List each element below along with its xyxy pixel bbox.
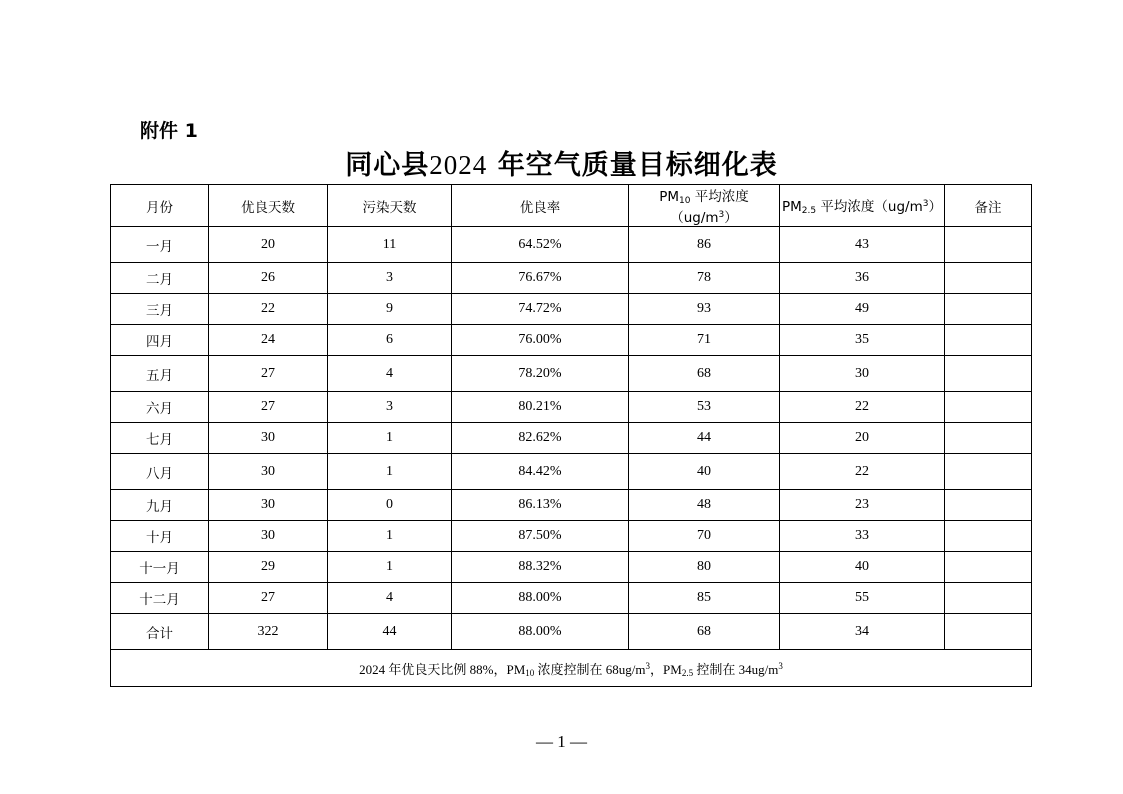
cell-month: 十月	[111, 521, 209, 552]
cell-pm25: 23	[780, 490, 945, 521]
cell-month: 六月	[111, 392, 209, 423]
header-polluted-days: 污染天数	[328, 185, 452, 227]
title-suffix: 年空气质量目标细化表	[487, 150, 778, 181]
cell-total-polluted-days: 44	[328, 614, 452, 650]
pm10-unit-suffix: ）	[724, 210, 738, 226]
cell-total-good-days: 322	[209, 614, 328, 650]
cell-remarks	[945, 583, 1032, 614]
cell-good-rate: 82.62%	[452, 423, 629, 454]
page-title	[0, 143, 1123, 182]
cell-polluted-days: 4	[328, 356, 452, 392]
table-row	[111, 356, 1032, 392]
cell-polluted-days: 1	[328, 521, 452, 552]
cell-pm10: 93	[629, 294, 780, 325]
title-prefix: 同心县	[345, 150, 430, 181]
cell-month: 一月	[111, 227, 209, 263]
cell-pm10: 53	[629, 392, 780, 423]
cell-total-good-rate: 88.00%	[452, 614, 629, 650]
cell-pm10: 68	[629, 356, 780, 392]
note-part3: ，PM	[650, 661, 682, 677]
air-quality-table	[110, 184, 1032, 687]
cell-good-rate: 88.32%	[452, 552, 629, 583]
cell-pm10: 71	[629, 325, 780, 356]
cell-good-days: 26	[209, 263, 328, 294]
cell-pm10: 48	[629, 490, 780, 521]
cell-good-days: 30	[209, 423, 328, 454]
cell-polluted-days: 9	[328, 294, 452, 325]
cell-pm10: 78	[629, 263, 780, 294]
table-note	[111, 650, 1032, 687]
header-pm25	[780, 185, 945, 227]
table-row	[111, 454, 1032, 490]
table-row	[111, 490, 1032, 521]
cell-pm25: 36	[780, 263, 945, 294]
cell-polluted-days: 0	[328, 490, 452, 521]
cell-good-rate: 76.67%	[452, 263, 629, 294]
pm25-prefix: PM	[782, 199, 802, 215]
table-row	[111, 583, 1032, 614]
pm25-end: ）	[928, 199, 942, 215]
note-sup2: 3	[778, 660, 783, 671]
cell-polluted-days: 1	[328, 423, 452, 454]
pm25-sup: 3	[922, 199, 929, 209]
cell-pm25: 43	[780, 227, 945, 263]
cell-remarks	[945, 423, 1032, 454]
cell-pm25: 33	[780, 521, 945, 552]
cell-good-rate: 78.20%	[452, 356, 629, 392]
cell-good-rate: 87.50%	[452, 521, 629, 552]
table-row	[111, 392, 1032, 423]
table-row	[111, 227, 1032, 263]
cell-polluted-days: 6	[328, 325, 452, 356]
cell-total-pm10: 68	[629, 614, 780, 650]
title-year: 2024	[429, 150, 488, 180]
cell-remarks	[945, 227, 1032, 263]
cell-pm25: 22	[780, 454, 945, 490]
cell-good-rate: 74.72%	[452, 294, 629, 325]
cell-month: 五月	[111, 356, 209, 392]
note-sub1: 10	[525, 667, 535, 678]
table-row	[111, 325, 1032, 356]
cell-pm10: 86	[629, 227, 780, 263]
note-sub2: 2.5	[681, 667, 694, 678]
pm10-prefix: PM	[659, 189, 680, 205]
pm25-suffix: 平均浓度（ug/m	[816, 199, 923, 215]
cell-pm10: 44	[629, 423, 780, 454]
cell-polluted-days: 11	[328, 227, 452, 263]
cell-pm25: 22	[780, 392, 945, 423]
cell-month: 二月	[111, 263, 209, 294]
table-note-row	[111, 650, 1032, 687]
pm10-unit-sup: 3	[718, 210, 725, 220]
table-row	[111, 521, 1032, 552]
cell-pm25: 55	[780, 583, 945, 614]
header-good-rate: 优良率	[452, 185, 629, 227]
note-sup1: 3	[645, 660, 651, 671]
header-pm10	[629, 185, 780, 227]
cell-remarks	[945, 490, 1032, 521]
table-row	[111, 294, 1032, 325]
cell-remarks	[945, 454, 1032, 490]
cell-remarks	[945, 294, 1032, 325]
cell-good-rate: 64.52%	[452, 227, 629, 263]
cell-good-rate: 84.42%	[452, 454, 629, 490]
attachment-label: 附件 1	[140, 120, 198, 142]
cell-good-days: 30	[209, 454, 328, 490]
cell-pm25: 35	[780, 325, 945, 356]
cell-polluted-days: 1	[328, 454, 452, 490]
cell-remarks	[945, 263, 1032, 294]
cell-good-days: 27	[209, 356, 328, 392]
cell-month: 七月	[111, 423, 209, 454]
note-part4: 控制在 34ug/m	[693, 661, 779, 677]
table-total-row	[111, 614, 1032, 650]
cell-good-days: 27	[209, 583, 328, 614]
cell-month: 八月	[111, 454, 209, 490]
cell-month: 四月	[111, 325, 209, 356]
table-row	[111, 552, 1032, 583]
cell-good-rate: 80.21%	[452, 392, 629, 423]
cell-good-rate: 86.13%	[452, 490, 629, 521]
table-row	[111, 263, 1032, 294]
cell-month: 三月	[111, 294, 209, 325]
cell-good-days: 20	[209, 227, 328, 263]
cell-pm25: 20	[780, 423, 945, 454]
cell-good-rate: 88.00%	[452, 583, 629, 614]
cell-good-days: 30	[209, 521, 328, 552]
note-part1: 2024 年优良天比例 88%，PM	[359, 661, 526, 677]
cell-remarks	[945, 325, 1032, 356]
cell-remarks	[945, 521, 1032, 552]
pm10-unit-prefix: （ug/m	[670, 210, 719, 226]
cell-month: 十一月	[111, 552, 209, 583]
cell-total-remarks	[945, 614, 1032, 650]
note-part2: 浓度控制在 68ug/m	[534, 661, 646, 677]
cell-total-label: 合计	[111, 614, 209, 650]
cell-good-rate: 76.00%	[452, 325, 629, 356]
cell-month: 九月	[111, 490, 209, 521]
cell-good-days: 24	[209, 325, 328, 356]
pm10-suffix: 平均浓度	[690, 189, 749, 205]
header-month: 月份	[111, 185, 209, 227]
cell-good-days: 22	[209, 294, 328, 325]
cell-pm25: 49	[780, 294, 945, 325]
pm25-sub: 2.5	[801, 206, 817, 216]
cell-pm10: 80	[629, 552, 780, 583]
pm10-sub: 10	[679, 196, 691, 206]
cell-pm10: 40	[629, 454, 780, 490]
header-good-days: 优良天数	[209, 185, 328, 227]
cell-month: 十二月	[111, 583, 209, 614]
table-header-row	[111, 185, 1032, 227]
cell-polluted-days: 3	[328, 263, 452, 294]
cell-good-days: 29	[209, 552, 328, 583]
cell-remarks	[945, 552, 1032, 583]
cell-pm10: 70	[629, 521, 780, 552]
header-remarks: 备注	[945, 185, 1032, 227]
page-number: — 1 —	[536, 732, 587, 751]
cell-polluted-days: 4	[328, 583, 452, 614]
cell-remarks	[945, 392, 1032, 423]
cell-pm10: 85	[629, 583, 780, 614]
cell-good-days: 27	[209, 392, 328, 423]
cell-polluted-days: 3	[328, 392, 452, 423]
cell-total-pm25: 34	[780, 614, 945, 650]
cell-pm25: 30	[780, 356, 945, 392]
cell-polluted-days: 1	[328, 552, 452, 583]
cell-remarks	[945, 356, 1032, 392]
cell-good-days: 30	[209, 490, 328, 521]
cell-pm25: 40	[780, 552, 945, 583]
table-row	[111, 423, 1032, 454]
